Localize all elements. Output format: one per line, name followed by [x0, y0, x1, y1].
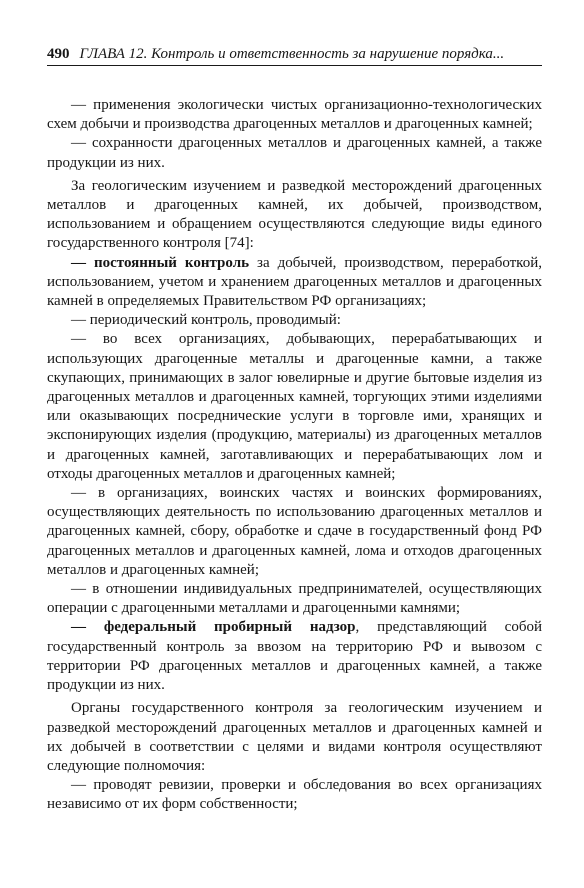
paragraph-4: — постоянный контроль за добычей, производством, переработкой, использованием, учетом и хранением драгоценных металлов и драгоценных камней в определяемых Правительством РФ организациях; — [47, 254, 542, 310]
paragraph-10: Органы государственного контроля за геологическим изучением и разведкой месторождений драгоценных металлов и драгоценных камней и их добычей в соответствии с целями и видами контроля осуществляют следующие полномочия: — [47, 700, 542, 774]
paragraph-3: За геологическим изучением и разведкой месторождений драгоценных металлов и драгоценных камней, их добычей, производством, использованием и обращением осуществляются следующие виды единого государственного контроля [74]: — [47, 177, 542, 252]
paragraph-11: — проводят ревизии, проверки и обследования во всех организациях независимо от их форм собственности; — [47, 777, 542, 813]
book-page — [47, 45, 542, 815]
header-rule — [47, 65, 542, 66]
paragraph-2: — сохранности драгоценных металлов и драгоценных камней, а также продукции из них. — [47, 135, 542, 171]
paragraph-7: — в организациях, воинских частях и воинских формированиях, осуществляющих деятельность по использованию драгоценных металлов и драгоценных камней, сбору, обработке и сдаче в государственный фонд РФ драгоценных металлов и драгоценных камней, лома и отходов драгоценных металлов и драгоценных камней; — [47, 485, 542, 578]
running-header — [47, 45, 542, 63]
term-assay-supervision: — федеральный пробирный надзор — [71, 619, 356, 636]
paragraph-9: — федеральный пробирный надзор, представляющий собой государственный контроль за ввозом на территорию РФ и вывозом с территории РФ драгоценных металлов и драгоценных камней, а также продукции из них. — [47, 619, 542, 694]
page-number: 490 — [47, 46, 70, 62]
paragraph-6: — во всех организациях, добывающих, перерабатывающих и использующих драгоценные металлы и драгоценные камни, а также скупающих, принимающих в залог ювелирные и другие бытовые изделия из драгоценных металлов и драгоценных камней, торгующих этими изделиями или оказывающих посреднические услуги в торговле ими, хранящих и экспонирующих изделия (продукцию, материалы) из драгоценных металлов и драгоценных камней, заготавливающих и перерабатывающих лом и отходы драгоценных металлов и драгоценных камней; — [47, 331, 542, 482]
running-title: ГЛАВА 12. Контроль и ответственность за нарушение порядка... — [79, 46, 505, 62]
paragraph-5: — периодический контроль, проводимый: — [71, 312, 341, 329]
page-body — [47, 96, 542, 815]
paragraph-8: — в отношении индивидуальных предпринимателей, осуществляющих операции с драгоценными металлами и драгоценными камнями; — [47, 581, 542, 617]
paragraph-1: — применения экологически чистых организационно-технологических схем добычи и производства драгоценных металлов и драгоценных камней; — [47, 97, 542, 133]
term-constant-control: — постоянный контроль — [71, 254, 250, 271]
